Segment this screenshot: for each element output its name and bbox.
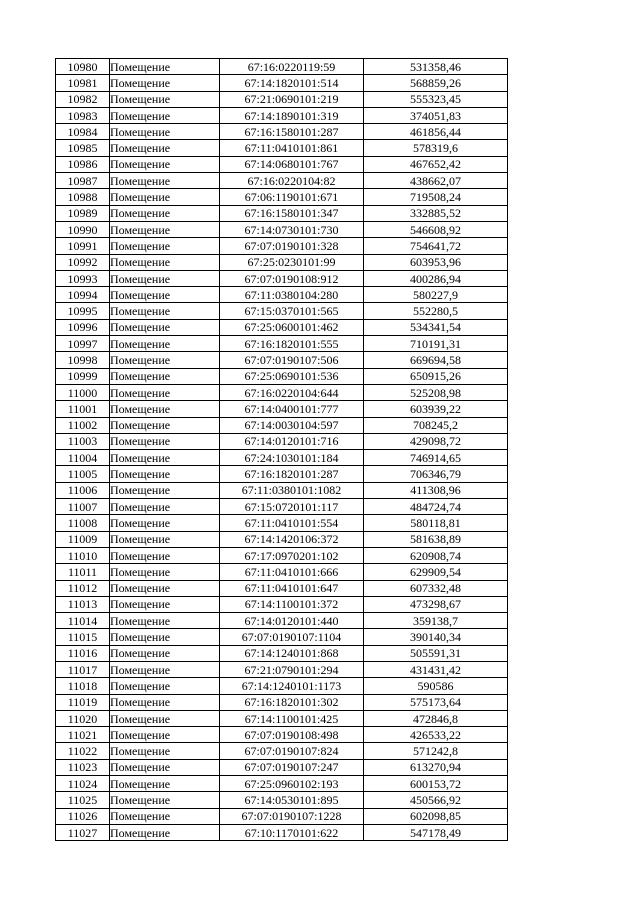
row-number-cell: 11005	[56, 466, 110, 482]
object-type-cell: Помещение	[110, 270, 220, 286]
table-row	[56, 319, 508, 335]
cadastral-number-cell: 67:25:0690101:536	[220, 368, 364, 384]
table-row	[56, 254, 508, 270]
row-number-cell: 10982	[56, 91, 110, 107]
cadastral-value-cell: 431431,42	[364, 661, 508, 677]
row-number-cell: 11026	[56, 808, 110, 824]
cadastral-number-cell: 67:14:0730101:730	[220, 221, 364, 237]
object-type-cell: Помещение	[110, 156, 220, 172]
cadastral-number-cell: 67:14:1100101:425	[220, 710, 364, 726]
object-type-cell: Помещение	[110, 808, 220, 824]
table-row	[56, 107, 508, 123]
object-type-cell: Помещение	[110, 384, 220, 400]
row-number-cell: 10998	[56, 352, 110, 368]
row-number-cell: 10991	[56, 238, 110, 254]
row-number-cell: 10997	[56, 336, 110, 352]
cadastral-value-cell: 669694,58	[364, 352, 508, 368]
table-row	[56, 384, 508, 400]
table-row	[56, 759, 508, 775]
table-row	[56, 352, 508, 368]
row-number-cell: 10980	[56, 59, 110, 75]
cadastral-number-cell: 67:14:1820101:514	[220, 75, 364, 91]
object-type-cell: Помещение	[110, 401, 220, 417]
cadastral-number-cell: 67:16:1580101:347	[220, 205, 364, 221]
cadastral-number-cell: 67:06:1190101:671	[220, 189, 364, 205]
object-type-cell: Помещение	[110, 499, 220, 515]
cadastral-value-cell: 620908,74	[364, 547, 508, 563]
table-row	[56, 661, 508, 677]
object-type-cell: Помещение	[110, 466, 220, 482]
cadastral-number-cell: 67:11:0410101:861	[220, 140, 364, 156]
cadastral-value-cell: 568859,26	[364, 75, 508, 91]
cadastral-value-cell: 438662,07	[364, 173, 508, 189]
cadastral-value-cell: 580227,9	[364, 287, 508, 303]
cadastral-value-cell: 547178,49	[364, 824, 508, 840]
cadastral-value-table	[55, 58, 508, 841]
cadastral-number-cell: 67:25:0230101:99	[220, 254, 364, 270]
table-row	[56, 596, 508, 612]
table-row	[56, 531, 508, 547]
cadastral-number-cell: 67:14:1240101:868	[220, 645, 364, 661]
table-row	[56, 694, 508, 710]
cadastral-number-cell: 67:14:0120101:716	[220, 433, 364, 449]
table-row	[56, 124, 508, 140]
cadastral-number-cell: 67:14:0030104:597	[220, 417, 364, 433]
object-type-cell: Помещение	[110, 792, 220, 808]
cadastral-value-cell: 590586	[364, 678, 508, 694]
row-number-cell: 11011	[56, 564, 110, 580]
cadastral-number-cell: 67:14:0120101:440	[220, 613, 364, 629]
cadastral-number-cell: 67:21:0790101:294	[220, 661, 364, 677]
row-number-cell: 10981	[56, 75, 110, 91]
object-type-cell: Помещение	[110, 564, 220, 580]
object-type-cell: Помещение	[110, 417, 220, 433]
row-number-cell: 11015	[56, 629, 110, 645]
object-type-cell: Помещение	[110, 303, 220, 319]
row-number-cell: 10990	[56, 221, 110, 237]
cadastral-value-cell: 525208,98	[364, 384, 508, 400]
object-type-cell: Помещение	[110, 759, 220, 775]
object-type-cell: Помещение	[110, 710, 220, 726]
cadastral-number-cell: 67:07:0190101:328	[220, 238, 364, 254]
table-row	[56, 336, 508, 352]
table-row	[56, 140, 508, 156]
cadastral-number-cell: 67:15:0720101:117	[220, 499, 364, 515]
row-number-cell: 11003	[56, 433, 110, 449]
cadastral-value-cell: 400286,94	[364, 270, 508, 286]
table-row	[56, 189, 508, 205]
table-row	[56, 450, 508, 466]
object-type-cell: Помещение	[110, 205, 220, 221]
table-row	[56, 173, 508, 189]
row-number-cell: 11009	[56, 531, 110, 547]
object-type-cell: Помещение	[110, 107, 220, 123]
cadastral-value-cell: 461856,44	[364, 124, 508, 140]
cadastral-number-cell: 67:24:1030101:184	[220, 450, 364, 466]
row-number-cell: 11021	[56, 727, 110, 743]
cadastral-value-cell: 602098,85	[364, 808, 508, 824]
cadastral-value-cell: 505591,31	[364, 645, 508, 661]
cadastral-number-cell: 67:14:0530101:895	[220, 792, 364, 808]
table-row	[56, 743, 508, 759]
cadastral-number-cell: 67:07:0190108:498	[220, 727, 364, 743]
cadastral-value-cell: 580118,81	[364, 515, 508, 531]
object-type-cell: Помещение	[110, 776, 220, 792]
cadastral-number-cell: 67:16:0220119:59	[220, 59, 364, 75]
table-row	[56, 515, 508, 531]
row-number-cell: 10992	[56, 254, 110, 270]
cadastral-value-cell: 746914,65	[364, 450, 508, 466]
cadastral-value-cell: 650915,26	[364, 368, 508, 384]
row-number-cell: 11010	[56, 547, 110, 563]
cadastral-value-cell: 484724,74	[364, 499, 508, 515]
row-number-cell: 11007	[56, 499, 110, 515]
object-type-cell: Помещение	[110, 661, 220, 677]
table-row	[56, 710, 508, 726]
row-number-cell: 11020	[56, 710, 110, 726]
object-type-cell: Помещение	[110, 645, 220, 661]
table-row	[56, 59, 508, 75]
cadastral-value-cell: 571242,8	[364, 743, 508, 759]
table-row	[56, 156, 508, 172]
table-row	[56, 466, 508, 482]
cadastral-number-cell: 67:16:0220104:644	[220, 384, 364, 400]
row-number-cell: 11019	[56, 694, 110, 710]
row-number-cell: 10984	[56, 124, 110, 140]
cadastral-value-cell: 710191,31	[364, 336, 508, 352]
table-row	[56, 401, 508, 417]
table-row	[56, 547, 508, 563]
object-type-cell: Помещение	[110, 254, 220, 270]
cadastral-number-cell: 67:07:0190108:912	[220, 270, 364, 286]
table-row	[56, 564, 508, 580]
cadastral-number-cell: 67:07:0190107:506	[220, 352, 364, 368]
cadastral-number-cell: 67:14:1420106:372	[220, 531, 364, 547]
cadastral-value-cell: 629909,54	[364, 564, 508, 580]
cadastral-value-cell: 754641,72	[364, 238, 508, 254]
cadastral-value-cell: 706346,79	[364, 466, 508, 482]
table-row	[56, 238, 508, 254]
row-number-cell: 11025	[56, 792, 110, 808]
cadastral-number-cell: 67:07:0190107:1228	[220, 808, 364, 824]
object-type-cell: Помещение	[110, 433, 220, 449]
cadastral-value-cell: 546608,92	[364, 221, 508, 237]
table-row	[56, 303, 508, 319]
object-type-cell: Помещение	[110, 221, 220, 237]
cadastral-number-cell: 67:14:0680101:767	[220, 156, 364, 172]
cadastral-number-cell: 67:21:0690101:219	[220, 91, 364, 107]
row-number-cell: 11018	[56, 678, 110, 694]
table-row	[56, 368, 508, 384]
cadastral-number-cell: 67:15:0370101:565	[220, 303, 364, 319]
object-type-cell: Помещение	[110, 368, 220, 384]
cadastral-number-cell: 67:11:0380101:1082	[220, 482, 364, 498]
object-type-cell: Помещение	[110, 743, 220, 759]
table-row	[56, 91, 508, 107]
object-type-cell: Помещение	[110, 91, 220, 107]
cadastral-number-cell: 67:14:1100101:372	[220, 596, 364, 612]
table-body	[56, 59, 508, 841]
object-type-cell: Помещение	[110, 678, 220, 694]
table-row	[56, 808, 508, 824]
object-type-cell: Помещение	[110, 613, 220, 629]
cadastral-value-cell: 467652,42	[364, 156, 508, 172]
row-number-cell: 10999	[56, 368, 110, 384]
table-row	[56, 776, 508, 792]
cadastral-value-cell: 332885,52	[364, 205, 508, 221]
table-row	[56, 433, 508, 449]
row-number-cell: 10988	[56, 189, 110, 205]
cadastral-value-cell: 575173,64	[364, 694, 508, 710]
table-row	[56, 482, 508, 498]
object-type-cell: Помещение	[110, 336, 220, 352]
cadastral-value-cell: 603939,22	[364, 401, 508, 417]
table-row	[56, 75, 508, 91]
row-number-cell: 10996	[56, 319, 110, 335]
object-type-cell: Помещение	[110, 287, 220, 303]
row-number-cell: 11022	[56, 743, 110, 759]
row-number-cell: 11014	[56, 613, 110, 629]
object-type-cell: Помещение	[110, 824, 220, 840]
row-number-cell: 11012	[56, 580, 110, 596]
cadastral-number-cell: 67:14:0400101:777	[220, 401, 364, 417]
table-row	[56, 417, 508, 433]
cadastral-value-cell: 708245,2	[364, 417, 508, 433]
object-type-cell: Помещение	[110, 140, 220, 156]
table-row	[56, 287, 508, 303]
table-row	[56, 727, 508, 743]
row-number-cell: 10989	[56, 205, 110, 221]
table-row	[56, 205, 508, 221]
cadastral-number-cell: 67:11:0380104:280	[220, 287, 364, 303]
object-type-cell: Помещение	[110, 319, 220, 335]
cadastral-value-cell: 359138,7	[364, 613, 508, 629]
object-type-cell: Помещение	[110, 531, 220, 547]
object-type-cell: Помещение	[110, 238, 220, 254]
object-type-cell: Помещение	[110, 629, 220, 645]
cadastral-value-cell: 411308,96	[364, 482, 508, 498]
table-row	[56, 792, 508, 808]
cadastral-number-cell: 67:14:1890101:319	[220, 107, 364, 123]
object-type-cell: Помещение	[110, 482, 220, 498]
cadastral-number-cell: 67:16:1820101:287	[220, 466, 364, 482]
row-number-cell: 10983	[56, 107, 110, 123]
cadastral-number-cell: 67:07:0190107:1104	[220, 629, 364, 645]
row-number-cell: 11024	[56, 776, 110, 792]
cadastral-number-cell: 67:25:0600101:462	[220, 319, 364, 335]
table-row	[56, 613, 508, 629]
cadastral-value-cell: 534341,54	[364, 319, 508, 335]
object-type-cell: Помещение	[110, 75, 220, 91]
cadastral-value-cell: 472846,8	[364, 710, 508, 726]
cadastral-value-cell: 578319,6	[364, 140, 508, 156]
cadastral-value-cell: 450566,92	[364, 792, 508, 808]
object-type-cell: Помещение	[110, 352, 220, 368]
object-type-cell: Помещение	[110, 189, 220, 205]
object-type-cell: Помещение	[110, 580, 220, 596]
cadastral-number-cell: 67:10:1170101:622	[220, 824, 364, 840]
object-type-cell: Помещение	[110, 450, 220, 466]
row-number-cell: 11027	[56, 824, 110, 840]
object-type-cell: Помещение	[110, 59, 220, 75]
table-row	[56, 629, 508, 645]
cadastral-number-cell: 67:25:0960102:193	[220, 776, 364, 792]
cadastral-value-cell: 555323,45	[364, 91, 508, 107]
cadastral-value-cell: 374051,83	[364, 107, 508, 123]
cadastral-number-cell: 67:16:1820101:302	[220, 694, 364, 710]
object-type-cell: Помещение	[110, 173, 220, 189]
row-number-cell: 11023	[56, 759, 110, 775]
cadastral-value-cell: 552280,5	[364, 303, 508, 319]
object-type-cell: Помещение	[110, 727, 220, 743]
table-row	[56, 645, 508, 661]
cadastral-value-cell: 429098,72	[364, 433, 508, 449]
table-row	[56, 270, 508, 286]
cadastral-number-cell: 67:17:0970201:102	[220, 547, 364, 563]
object-type-cell: Помещение	[110, 694, 220, 710]
row-number-cell: 11001	[56, 401, 110, 417]
cadastral-number-cell: 67:07:0190107:824	[220, 743, 364, 759]
cadastral-number-cell: 67:14:1240101:1173	[220, 678, 364, 694]
table-row	[56, 221, 508, 237]
cadastral-number-cell: 67:16:0220104:82	[220, 173, 364, 189]
cadastral-number-cell: 67:11:0410101:647	[220, 580, 364, 596]
row-number-cell: 10987	[56, 173, 110, 189]
row-number-cell: 11004	[56, 450, 110, 466]
row-number-cell: 11013	[56, 596, 110, 612]
table-row	[56, 499, 508, 515]
cadastral-value-cell: 473298,67	[364, 596, 508, 612]
object-type-cell: Помещение	[110, 547, 220, 563]
cadastral-value-cell: 613270,94	[364, 759, 508, 775]
row-number-cell: 11017	[56, 661, 110, 677]
row-number-cell: 11002	[56, 417, 110, 433]
cadastral-value-cell: 581638,89	[364, 531, 508, 547]
table-row	[56, 678, 508, 694]
cadastral-value-cell: 390140,34	[364, 629, 508, 645]
cadastral-number-cell: 67:16:1580101:287	[220, 124, 364, 140]
cadastral-value-cell: 607332,48	[364, 580, 508, 596]
cadastral-value-cell: 719508,24	[364, 189, 508, 205]
row-number-cell: 11000	[56, 384, 110, 400]
cadastral-value-cell: 603953,96	[364, 254, 508, 270]
row-number-cell: 11016	[56, 645, 110, 661]
cadastral-number-cell: 67:11:0410101:666	[220, 564, 364, 580]
row-number-cell: 10994	[56, 287, 110, 303]
cadastral-number-cell: 67:16:1820101:555	[220, 336, 364, 352]
object-type-cell: Помещение	[110, 596, 220, 612]
table-row	[56, 824, 508, 840]
object-type-cell: Помещение	[110, 515, 220, 531]
row-number-cell: 10993	[56, 270, 110, 286]
cadastral-value-cell: 426533,22	[364, 727, 508, 743]
row-number-cell: 10985	[56, 140, 110, 156]
row-number-cell: 10995	[56, 303, 110, 319]
cadastral-number-cell: 67:07:0190107:247	[220, 759, 364, 775]
table-row	[56, 580, 508, 596]
cadastral-number-cell: 67:11:0410101:554	[220, 515, 364, 531]
row-number-cell: 11008	[56, 515, 110, 531]
row-number-cell: 11006	[56, 482, 110, 498]
cadastral-value-cell: 531358,46	[364, 59, 508, 75]
object-type-cell: Помещение	[110, 124, 220, 140]
row-number-cell: 10986	[56, 156, 110, 172]
cadastral-value-cell: 600153,72	[364, 776, 508, 792]
